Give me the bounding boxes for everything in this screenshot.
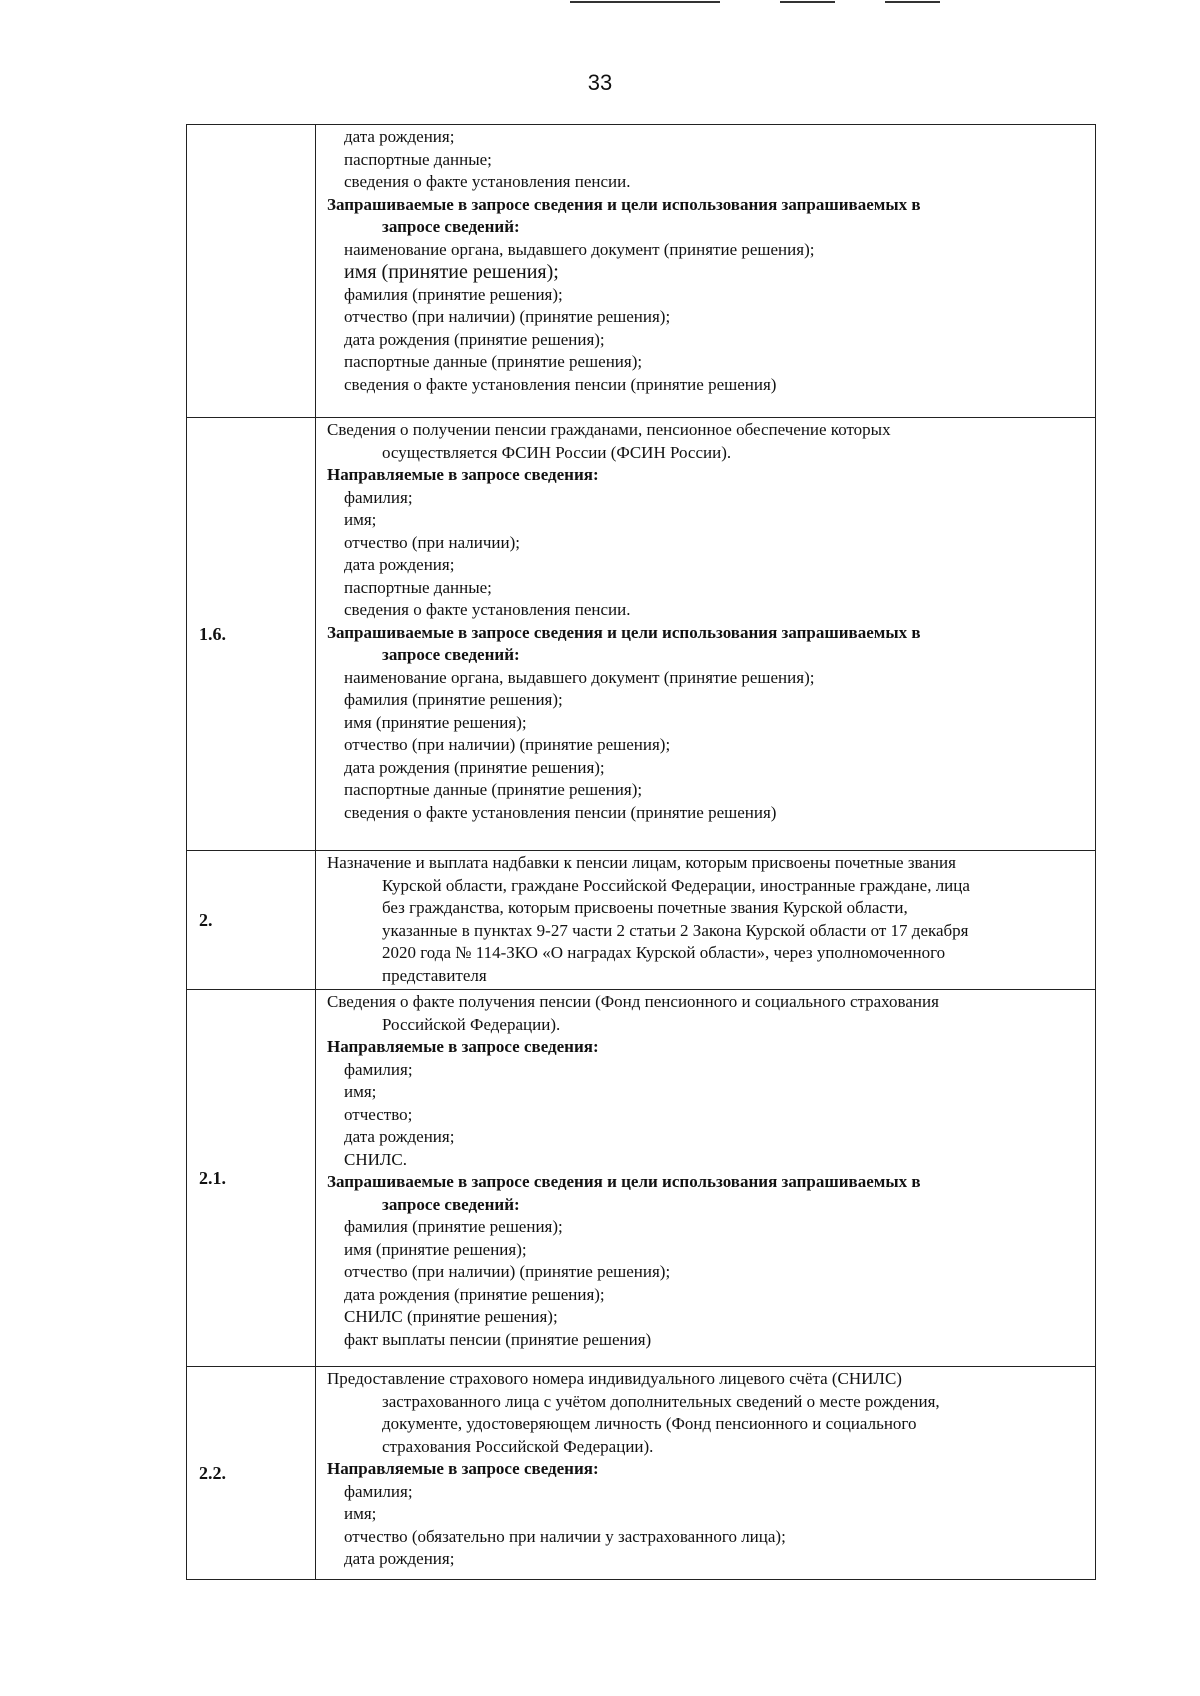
- text-line: факт выплаты пенсии (принятие решения): [344, 1329, 652, 1349]
- text-line: отчество (при наличии) (принятие решения);: [344, 307, 671, 326]
- text-line: Курской области, граждане Российской Федерации, иностранные граждане, лица: [382, 875, 970, 895]
- row-number: 2.1.: [187, 990, 316, 1367]
- text-line: сведения о факте установления пенсии.: [344, 172, 631, 191]
- text-line: Российской Федерации).: [382, 1014, 561, 1034]
- text-line: дата рождения;: [344, 127, 455, 146]
- text-line: застрахованного лица с учётом дополнительных сведений о месте рождения,: [382, 1391, 940, 1411]
- text-line: фамилия;: [344, 487, 413, 507]
- text-line: наименование органа, выдавшего документ (принятие решения);: [344, 667, 815, 687]
- text-line: фамилия;: [344, 1059, 413, 1079]
- text-line: сведения о факте установления пенсии (принятие решения): [344, 802, 777, 822]
- text-line: Запрашиваемые в запросе сведения и цели использования запрашиваемых в: [327, 622, 921, 642]
- text-line: имя (принятие решения);: [344, 1239, 527, 1259]
- text-line: отчество (при наличии) (принятие решения);: [344, 1262, 671, 1281]
- text-line: Предоставление страхового номера индивидуального лицевого счёта (СНИЛС): [327, 1369, 902, 1388]
- document-table: [186, 124, 1096, 1580]
- text-line: Сведения о получении пенсии гражданами, пенсионное обеспечение которых: [327, 420, 891, 439]
- text-line: осуществляется ФСИН России (ФСИН России).: [382, 442, 732, 462]
- text-line: наименование органа, выдавшего документ (принятие решения);: [344, 239, 815, 259]
- text-line: имя;: [344, 1082, 377, 1101]
- text-line: Сведения о факте получения пенсии (Фонд пенсионного и социального страхования: [327, 992, 939, 1011]
- scan-top-marks: [0, 0, 1200, 6]
- row-content: [316, 418, 1096, 851]
- text-line: имя;: [344, 1504, 377, 1523]
- text-line: документе, удостоверяющем личность (Фонд пенсионного и социального: [382, 1414, 917, 1433]
- text-line: Направляемые в запросе сведения:: [327, 1459, 599, 1478]
- text-line: дата рождения;: [344, 555, 455, 574]
- text-line: паспортные данные (принятие решения);: [344, 780, 643, 799]
- row-content: [316, 851, 1096, 990]
- row-content: [316, 1367, 1096, 1580]
- row-number: [187, 125, 316, 418]
- text-line: запросе сведений:: [382, 217, 520, 236]
- table-row: [187, 125, 1096, 418]
- text-line: дата рождения (принятие решения);: [344, 757, 605, 777]
- text-line: отчество (при наличии);: [344, 532, 520, 552]
- text-line: фамилия (принятие решения);: [344, 1217, 563, 1236]
- text-line: Направляемые в запросе сведения:: [327, 1037, 599, 1056]
- text-line: указанные в пунктах 9-27 части 2 статьи 2 Закона Курской области от 17 декабря: [382, 920, 969, 940]
- text-line: паспортные данные (принятие решения);: [344, 352, 643, 371]
- text-line: Назначение и выплата надбавки к пенсии лицам, которым присвоены почетные звания: [327, 853, 956, 872]
- row-number: 1.6.: [187, 418, 316, 851]
- row-content: [316, 125, 1096, 418]
- table-row: [187, 418, 1096, 851]
- text-line: паспортные данные;: [344, 577, 492, 597]
- row-number: 2.: [187, 851, 316, 990]
- text-line: без гражданства, которым присвоены почетные звания Курской области,: [382, 898, 908, 917]
- text-line: запросе сведений:: [382, 1194, 520, 1214]
- row-number: 2.2.: [187, 1367, 316, 1580]
- table-row: [187, 1367, 1096, 1580]
- text-line: СНИЛС.: [344, 1149, 408, 1169]
- text-line: паспортные данные;: [344, 149, 492, 169]
- table-row: [187, 990, 1096, 1367]
- page-number: 33: [587, 70, 613, 95]
- text-line: представителя: [382, 965, 487, 985]
- text-line: сведения о факте установления пенсии (принятие решения): [344, 374, 777, 394]
- text-line: отчество (при наличии) (принятие решения);: [344, 735, 671, 754]
- text-line: запросе сведений:: [382, 645, 520, 664]
- text-line: имя;: [344, 510, 377, 529]
- text-line: фамилия (принятие решения);: [344, 284, 563, 304]
- row-content: [316, 990, 1096, 1367]
- text-line: 2020 года № 114-ЗКО «О наградах Курской области», через уполномоченного: [382, 943, 946, 962]
- text-line: дата рождения;: [344, 1127, 455, 1146]
- text-line: Запрашиваемые в запросе сведения и цели использования запрашиваемых в: [327, 1172, 921, 1191]
- table-row: [187, 851, 1096, 990]
- text-line: Направляемые в запросе сведения:: [327, 465, 599, 484]
- text-line: фамилия;: [344, 1481, 413, 1501]
- text-line: СНИЛС (принятие решения);: [344, 1307, 558, 1326]
- text-line: Запрашиваемые в запросе сведения и цели использования запрашиваемых в: [327, 194, 921, 214]
- text-line: имя (принятие решения);: [344, 712, 527, 732]
- text-line: отчество (обязательно при наличии у застрахованного лица);: [344, 1526, 786, 1546]
- text-line: страхования Российской Федерации).: [382, 1436, 654, 1456]
- text-line: фамилия (принятие решения);: [344, 690, 563, 709]
- text-line: сведения о факте установления пенсии.: [344, 600, 631, 619]
- text-line: дата рождения;: [344, 1549, 455, 1568]
- text-line: отчество;: [344, 1104, 413, 1124]
- text-line: дата рождения (принятие решения);: [344, 1284, 605, 1304]
- text-line: имя (принятие решения);: [344, 261, 559, 283]
- text-line: дата рождения (принятие решения);: [344, 329, 605, 349]
